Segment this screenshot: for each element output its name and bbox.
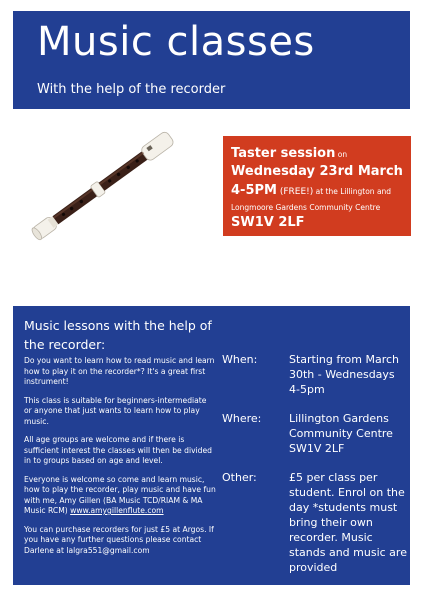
info-description — [24, 356, 216, 564]
header-banner — [13, 11, 410, 109]
info-panel — [13, 306, 410, 585]
paragraph-age-groups: All age groups are welcome and if there is sufficient interest the classes will then be divided in to groups based on age and level. — [24, 435, 212, 465]
recorder-icon — [18, 124, 190, 246]
taster-free: (FREE!) — [276, 187, 314, 197]
taster-time: 4-5PM — [231, 183, 277, 198]
page-subtitle: With the help of the recorder — [37, 82, 226, 97]
detail-label: When: — [222, 353, 258, 366]
taster-postcode: SW1V 2LF — [231, 215, 305, 230]
taster-date: Wednesday 23rd March — [231, 164, 403, 179]
detail-row-when — [222, 352, 410, 397]
taster-at: at the Lillington and — [313, 187, 392, 196]
details-list — [222, 352, 410, 589]
taster-session-box — [223, 136, 411, 236]
paragraph-welcome: Everyone is welcome so come and learn music, how to play the recorder, play music and have fun with me, Amy Gillen (BA Music TCD/RIAM & MA Music RCM) www.amygillenflute.com — [24, 474, 216, 515]
detail-value: Starting from March 30th - Wednesdays 4-5pm — [289, 353, 400, 396]
page-title: Music classes — [37, 19, 315, 65]
detail-row-other — [222, 470, 410, 575]
taster-on: on — [335, 150, 348, 159]
detail-row-where — [222, 411, 410, 456]
detail-label: Other: — [222, 471, 257, 484]
detail-label: Where: — [222, 412, 262, 425]
detail-value: £5 per class per student. Enrol on the day *students must bring their own recorder. Music stands and music are provided — [289, 471, 407, 574]
website-link[interactable]: www.amygillenflute.com — [70, 506, 164, 515]
detail-value: Lillington Gardens Community Centre SW1V 2LF — [289, 412, 393, 455]
paragraph-contact: You can purchase recorders for just £5 at Argos. If you have any further questions please contact Darlene at lalgra551@gmail.com — [24, 524, 214, 555]
paragraph-intro: Do you want to learn how to read music and learn how to play it on the recorder*? It's a great first instrument! — [24, 356, 215, 386]
taster-label: Taster session — [231, 146, 336, 161]
paragraph-suitability: This class is suitable for beginners-intermediate or anyone that just wants to learn how to play music. — [24, 395, 207, 426]
info-heading: Music lessons with the help of the recorder: — [24, 318, 212, 352]
taster-venue: Longmoore Gardens Community Centre — [231, 203, 381, 212]
